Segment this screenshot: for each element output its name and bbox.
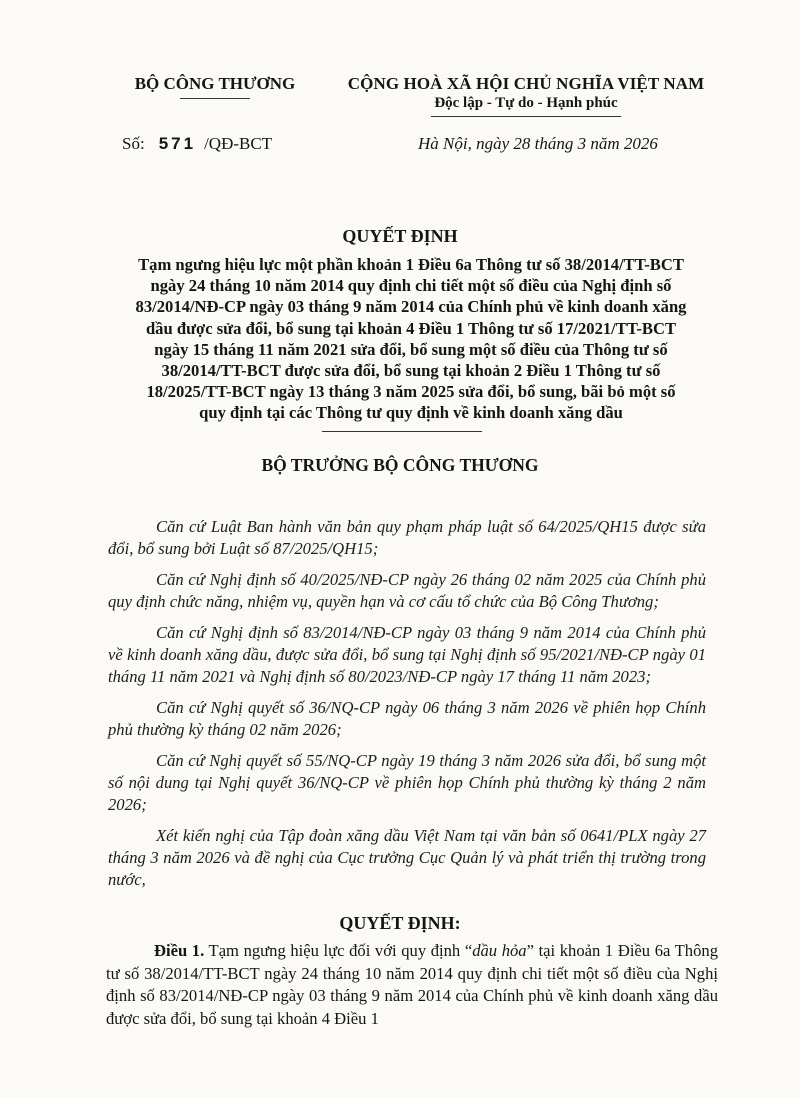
- subject-line: ngày 24 tháng 10 năm 2014 quy định chi tiết một số điều của Nghị định số: [150, 276, 672, 296]
- article-1-label: Điều 1.: [154, 941, 205, 960]
- doc-number-suffix: /QĐ-BCT: [204, 134, 273, 153]
- decision-heading: QUYẾT ĐỊNH:: [339, 913, 461, 933]
- legal-basis-item: Căn cứ Nghị định số 83/2014/NĐ-CP ngày 03 tháng 9 năm 2014 của Chính phủ về kinh doanh xăng dầu, được sửa đổi, bổ sung tại Nghị định số 95/2021/NĐ-CP ngày 01 tháng 11 năm 2021 và Nghị định số 80/2023/NĐ-CP ngày 17 tháng 11 năm 2023;: [108, 623, 706, 686]
- document-subject: [96, 254, 726, 424]
- article-1-paragraph: [106, 940, 718, 1030]
- subject-line: dầu được sửa đổi, bổ sung tại khoản 4 Điều 1 Thông tư số 17/2021/TT-BCT: [145, 318, 677, 338]
- doc-number-value: 571: [158, 134, 197, 153]
- subject-line: 18/2025/TT-BCT ngày 13 tháng 3 năm 2025 sửa đổi, bổ sung, bãi bỏ một số: [146, 382, 676, 402]
- subject-line: 38/2014/TT-BCT được sửa đổi, bổ sung tại khoản 2 Điều 1 Thông tư số: [161, 361, 661, 381]
- article-1-text-before: Tạm ngưng hiệu lực đối với quy định “: [204, 941, 473, 960]
- legal-basis: [108, 516, 706, 900]
- legal-basis-item: Căn cứ Luật Ban hành văn bản quy phạm pháp luật số 64/2025/QH15 được sửa đổi, bổ sung bởi Luật số 87/2025/QH15;: [108, 517, 706, 558]
- subject-separator: [322, 431, 482, 432]
- subject-line: quy định tại các Thông tư quy định về kinh doanh xăng dầu: [199, 403, 623, 423]
- subject-line: Tạm ngưng hiệu lực một phần khoản 1 Điều 6a Thông tư số 38/2014/TT-BCT: [138, 255, 684, 274]
- issue-date: Hà Nội, ngày 28 tháng 3 năm 2026: [418, 134, 658, 153]
- national-header: [332, 74, 720, 117]
- article-1-quoted-term: dầu hỏa: [472, 941, 527, 960]
- legal-basis-item: Căn cứ Nghị quyết số 36/NQ-CP ngày 06 tháng 3 năm 2026 về phiên họp Chính phủ thường kỳ tháng 02 năm 2026;: [108, 698, 706, 739]
- issuing-authority: BỘ TRƯỞNG BỘ CÔNG THƯƠNG: [261, 455, 539, 475]
- nation-name: CỘNG HOÀ XÃ HỘI CHỦ NGHĨA VIỆT NAM: [347, 74, 705, 93]
- agency-underline: [180, 98, 250, 99]
- agency-name: BỘ CÔNG THƯƠNG: [134, 74, 296, 93]
- subject-line: ngày 15 tháng 11 năm 2021 sửa đổi, bổ sung một số điều của Thông tư số: [154, 339, 668, 359]
- issuing-agency: [115, 74, 315, 99]
- article-1: [106, 940, 718, 1030]
- legal-basis-item: Xét kiến nghị của Tập đoàn xăng dầu Việt Nam tại văn bản số 0641/PLX ngày 27 tháng 3 năm 2026 và đề nghị của Cục trưởng Cục Quản lý và phát triển thị trường trong nước,: [108, 826, 706, 889]
- motto-underline: [431, 116, 621, 117]
- doc-number-prefix: Số:: [122, 134, 145, 153]
- legal-basis-item: Căn cứ Nghị định số 40/2025/NĐ-CP ngày 26 tháng 02 năm 2025 của Chính phủ quy định chức năng, nhiệm vụ, quyền hạn và cơ cấu tổ chức của Bộ Công Thương;: [108, 570, 706, 611]
- national-motto: Độc lập - Tự do - Hạnh phúc: [434, 95, 618, 111]
- document-title: QUYẾT ĐỊNH: [342, 226, 458, 246]
- legal-basis-item: Căn cứ Nghị quyết số 55/NQ-CP ngày 19 tháng 3 năm 2026 sửa đổi, bổ sung một số nội dung tại Nghị quyết 36/NQ-CP về phiên họp Chính phủ thường kỳ tháng 2 năm 2026;: [108, 751, 706, 814]
- article-1-text-after: ” tại khoản 1 Điều 6a Thông tư số 38/2014/TT-BCT ngày 24 tháng 10 năm 2014 quy định chi tiết một số điều của Nghị định số 83/2014/NĐ-CP ngày 03 tháng 9 năm 2014 của Chính phủ về kinh doanh xăng dầu được sửa đổi, bổ sung tại khoản 4 Điều 1: [106, 941, 718, 1028]
- document-number: [122, 134, 272, 154]
- subject-line: 83/2014/NĐ-CP ngày 03 tháng 9 năm 2014 của Chính phủ về kinh doanh xăng: [135, 297, 687, 317]
